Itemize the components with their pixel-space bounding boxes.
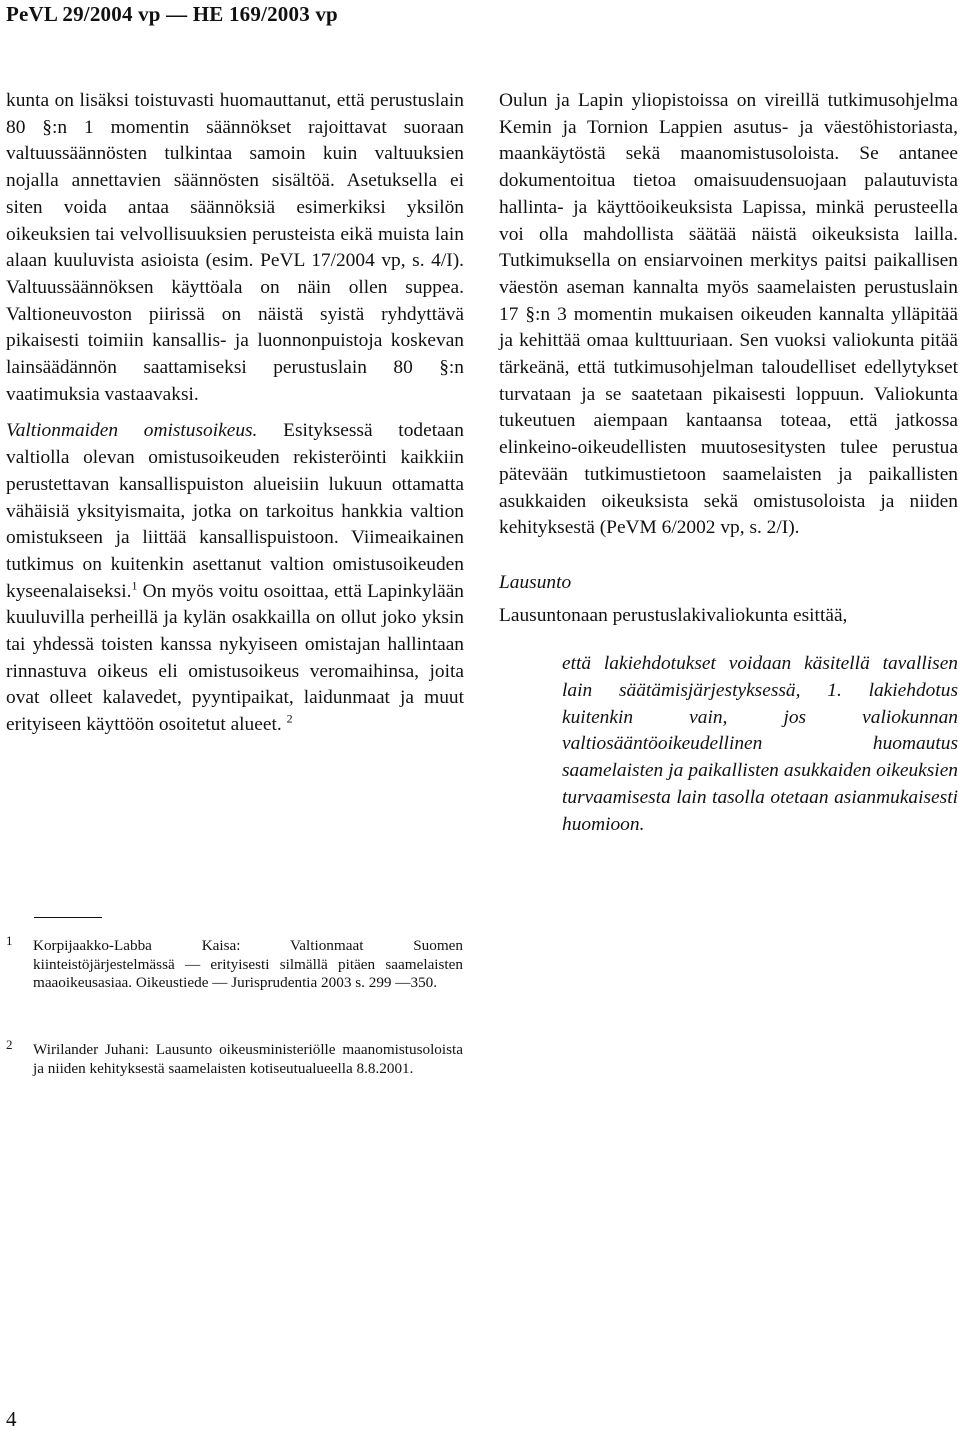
footnote-2-text: Wirilander Juhani: Lausunto oikeusministeriölle maanomistusoloista ja niiden kehityksestä saamelaisten kotiseutualueella 8.8.2001. <box>33 1041 463 1077</box>
statement-quote: että lakiehdotukset voidaan käsitellä tavallisen lain säätämisjärjestyksessä, 1. lakiehdotus kuitenkin vain, jos valiokunnan valtiosääntöoikeudellinen huomautus saamelaisten ja paikallisten asukkaiden oikeuksien turvaamisesta lain tasolla otetaan asianmukaisesti huomioon. <box>562 653 958 835</box>
left-paragraph-2-text-b: On myös voitu osoittaa, että Lapinkylään kuuluvilla perheillä ja kylän osakkailla on ollut joko yksin tai yhdessä toisten kanssa nykyiseen omistajan hallintaan rinnastuva oikeus eli omistusoikeus veromaihinsa, joita ovat olleet kalavedet, pyyntipaikat, laidunmaat ja muut erityiseen käyttöön osoitetut alueet. <box>6 580 464 736</box>
statement-text: Lausuntonaan perustuslakivaliokunta esittää, <box>499 604 848 626</box>
footnote-1-number: 1 <box>6 933 13 948</box>
section-heading-lausunto: Lausunto <box>499 571 572 593</box>
left-paragraph-2 <box>6 418 464 738</box>
section-heading-valtionmaiden: Valtionmaiden omistusoikeus. <box>6 420 258 442</box>
left-paragraph-2-text-a: Esityksessä todetaan valtiolla olevan omistusoikeuden rekisteröinti kaikkiin perustettavan kansallispuiston alueisiin lukuun ottamatta vähäisiä yksityismaita, jotka on tarkoitus hankkia valtion omistukseen ja liittää kansallispuistoon. Viimeaikainen tutkimus on kuitenkin asettanut valtion omistusoikeuden kyseenalaiseksi. <box>6 420 464 602</box>
footnote-ref-2[interactable]: 2 <box>286 711 293 726</box>
footnote-1 <box>6 933 463 993</box>
left-paragraph-1: kunta on lisäksi toistuvasti huomauttanut, että perustuslain 80 §:n 1 momentin säännökset rajoittavat suoraan valtuussäännösten tulkintaa samoin kuin valtuuksien nojalla annettavien säännösten sisältöä. Asetuksella ei siten voida antaa säännöksiä esimerkiksi yksilön oikeuksien tai velvollisuuksien perusteista eikä muista lain alaan kuuluvista asioista (esim. PeVL 17/2004 vp, s. 4/I). Valtuussäännöksen käyttöala on näin ollen suppea. Valtioneuvoston piirissä on näistä syistä ryhdyttävä pikaisesti toimiin kansallis- ja luonnonpuistoja koskevan lainsäädännön saattamiseksi perustuslain 80 §:n vaatimuksia vastaavaksi. <box>6 90 464 405</box>
page-number: 4 <box>6 1407 17 1431</box>
left-column <box>6 88 464 739</box>
footnote-2 <box>6 1037 463 1078</box>
right-paragraph-1: Oulun ja Lapin yliopistoissa on vireillä tutkimusohjelma Kemin ja Tornion Lappien asutus- ja väestöhistoriasta, maankäytöstä sekä maanomistusoloista. Se antanee dokumentoitua tietoa omaisuudensuojaan palautuvista hallinta- ja käyttöoikeuksista Lapissa, minkä perusteella voi olla mahdollista säätää näistä oikeuksista lailla. Tutkimuksella on ensiarvoinen merkitys paitsi paikallisen väestön aseman kannalta myös saamelaisten perustuslain 17 §:n 3 momentin mukaisen oikeuden kannalta ylläpitää ja kehittää omaa kulttuuriaan. Sen vuoksi valiokunta pitää tärkeänä, että tutkimusohjelman taloudelliset edellytykset turvataan ja se saatetaan pikaisesti loppuun. Valiokunta tukeutuen aiempaan kantaansa toteaa, että jatkossa elinkeino-oikeudellisten muutosesitysten tulee perustua pätevään tutkimustietoon saamelaisten ja paikallisten asukkaiden oikeuksista sekä omistusoloista ja niiden kehityksestä (PeVM 6/2002 vp, s. 2/I). <box>499 90 958 539</box>
footnote-ref-1[interactable]: 1 <box>131 578 138 593</box>
document-header: PeVL 29/2004 vp — HE 169/2003 vp <box>6 2 338 26</box>
footnote-1-text: Korpijaakko-Labba Kaisa: Valtionmaat Suomen kiinteistöjärjestelmässä — erityisesti silmällä pitäen saamelaisten maaoikeusasiaa. Oikeustiede — Jurisprudentia 2003 s. 299 —350. <box>33 937 463 991</box>
footnote-divider <box>34 917 102 918</box>
footnote-2-number: 2 <box>6 1037 13 1052</box>
right-column <box>499 88 958 838</box>
